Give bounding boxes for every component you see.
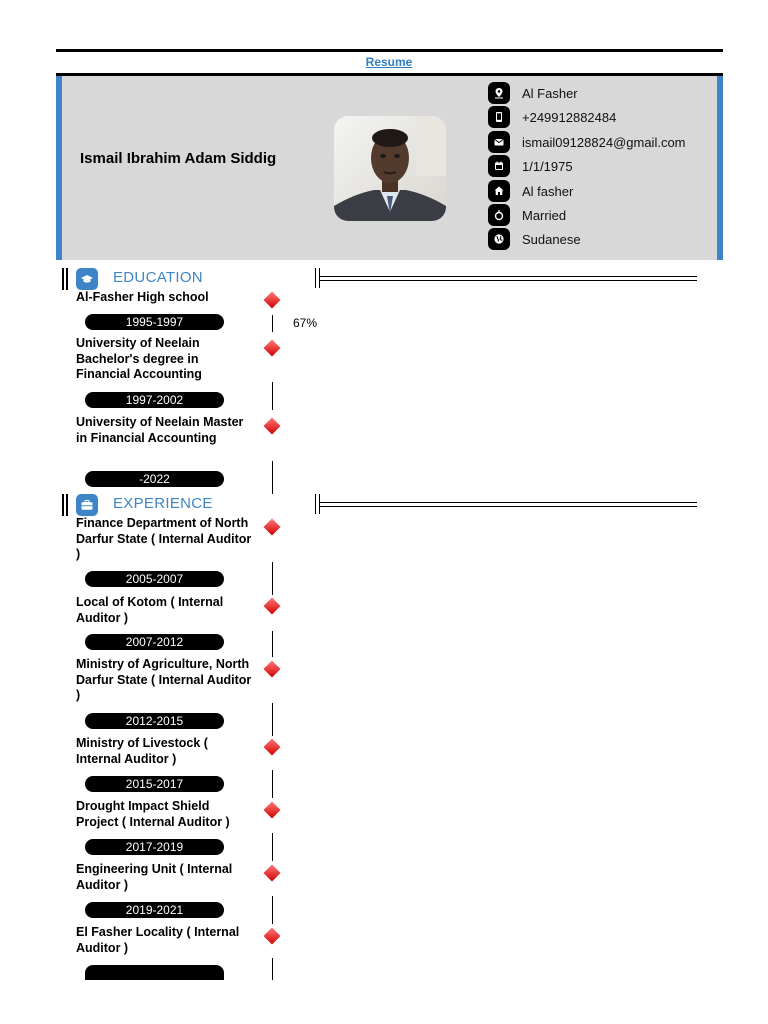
timeline-marker [264, 865, 281, 882]
timeline-marker [264, 739, 281, 756]
experience-item-years [85, 965, 224, 980]
contact-nationality: Sudanese [488, 228, 581, 250]
experience-item-years: 2017-2019 [85, 839, 224, 855]
timeline-line [272, 631, 273, 657]
phone-icon [488, 106, 510, 128]
experience-item-title: Finance Department of North Darfur State ( Internal Auditor ) [76, 516, 252, 561]
timeline-marker [264, 661, 281, 678]
top-rule [56, 49, 723, 52]
contact-location: Al Fasher [488, 82, 578, 104]
experience-item-years: 2019-2021 [85, 902, 224, 918]
experience-item-title: El Fasher Locality ( Internal Auditor ) [76, 925, 240, 955]
graduation-cap-icon [76, 268, 98, 290]
globe-icon [488, 228, 510, 250]
home-icon [488, 180, 510, 202]
education-item-title: University of Neelain Bachelor's degree in Financial Accounting [76, 336, 202, 381]
experience-line [320, 502, 697, 507]
experience-title: EXPERIENCE [113, 495, 213, 512]
timeline-line [272, 703, 273, 736]
calendar-icon [488, 155, 510, 177]
timeline-marker [264, 598, 281, 615]
contact-email: ismail09128824@gmail.com [488, 131, 686, 153]
experience-item-title: Local of Kotom ( Internal Auditor ) [76, 595, 224, 625]
education-item-years: 1995-1997 [85, 314, 224, 330]
profile-photo [334, 116, 446, 221]
education-bar [62, 268, 68, 290]
timeline-marker [264, 340, 281, 357]
education-title: EDUCATION [113, 269, 203, 286]
timeline-marker [264, 292, 281, 309]
education-item-years: -2022 [85, 471, 224, 487]
location-pin-icon [488, 82, 510, 104]
timeline-line [272, 958, 273, 980]
experience-item-years: 2005-2007 [85, 571, 224, 587]
contact-marital-status: Married [488, 204, 566, 226]
timeline-line [272, 896, 273, 924]
contact-birthdate: 1/1/1975 [488, 155, 573, 177]
resume-link[interactable]: Resume [365, 55, 413, 69]
experience-item-title: Drought Impact Shield Project ( Internal Auditor ) [76, 799, 230, 829]
timeline-line [272, 315, 273, 332]
experience-item-years: 2015-2017 [85, 776, 224, 792]
timeline-line [272, 382, 273, 410]
education-line [320, 276, 697, 281]
email-icon [488, 131, 510, 153]
experience-item-title: Ministry of Livestock ( Internal Auditor ) [76, 736, 208, 766]
person-name: Ismail Ibrahim Adam Siddig [80, 150, 277, 167]
contact-address: Al fasher [488, 180, 573, 202]
timeline-line [272, 461, 273, 494]
timeline-line [272, 562, 273, 595]
education-item-years: 1997-2002 [85, 392, 224, 408]
education-item-title: University of Neelain Master in Financial Accounting [76, 415, 244, 445]
timeline-marker [264, 802, 281, 819]
ring-icon [488, 204, 510, 226]
experience-bar [62, 494, 68, 516]
timeline-marker [264, 519, 281, 536]
timeline-line [272, 833, 273, 861]
education-item-title: Al-Fasher High school [76, 290, 209, 304]
timeline-marker [264, 928, 281, 945]
experience-item-title: Engineering Unit ( Internal Auditor ) [76, 862, 233, 892]
contact-phone: +249912882484 [488, 106, 616, 128]
experience-item-years: 2007-2012 [85, 634, 224, 650]
education-progress: 67% [293, 316, 318, 330]
briefcase-icon [76, 494, 98, 516]
experience-item-title: Ministry of Agriculture, North Darfur State ( Internal Auditor ) [76, 657, 252, 702]
timeline-marker [264, 418, 281, 435]
experience-item-years: 2012-2015 [85, 713, 224, 729]
timeline-line [272, 770, 273, 798]
